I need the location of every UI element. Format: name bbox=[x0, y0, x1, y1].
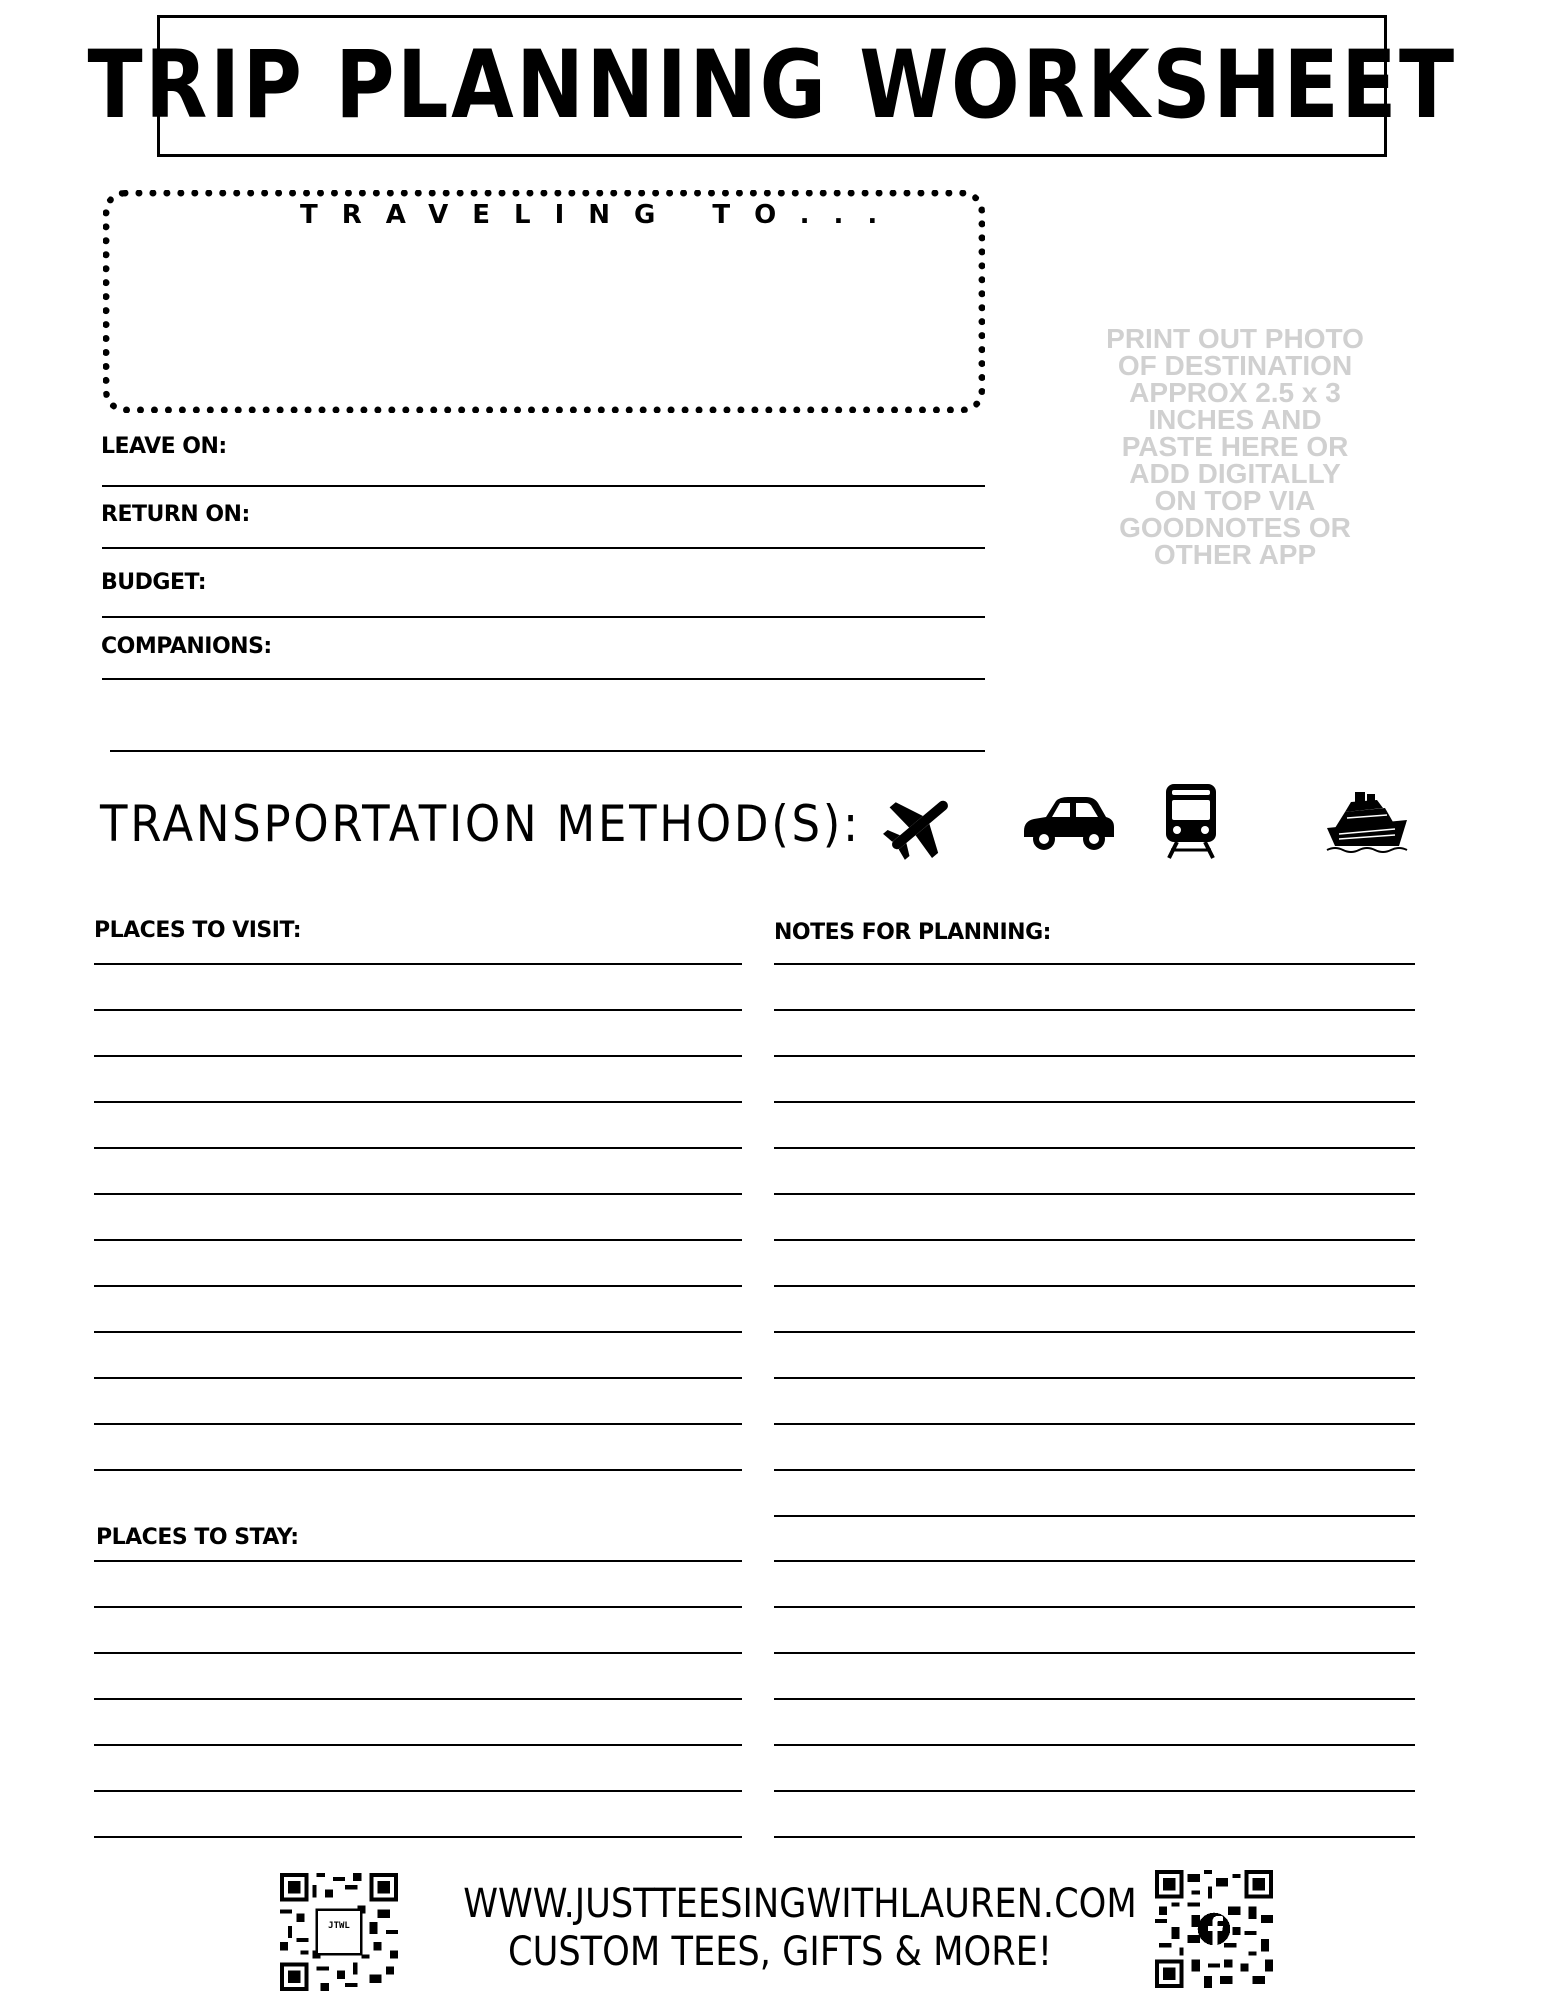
places-to-stay-line[interactable] bbox=[94, 1698, 742, 1700]
places-to-stay-line[interactable] bbox=[94, 1606, 742, 1608]
notes-line[interactable] bbox=[774, 1560, 1415, 1562]
places-to-stay-line[interactable] bbox=[94, 1560, 742, 1562]
places-to-stay-label: PLACES TO STAY: bbox=[96, 1525, 299, 1550]
notes-line[interactable] bbox=[774, 1790, 1415, 1792]
places-to-visit-line[interactable] bbox=[94, 1423, 742, 1425]
notes-line[interactable] bbox=[774, 1744, 1415, 1746]
photo-placeholder-note: PRINT OUT PHOTO OF DESTINATION APPROX 2.5 x 3 INCHES AND PASTE HERE OR ADD DIGITALLY ON TOP VIA GOODNOTES OR OTHER APP bbox=[1106, 323, 1364, 570]
places-to-stay-line[interactable] bbox=[94, 1652, 742, 1654]
notes-for-planning-label: NOTES FOR PLANNING: bbox=[774, 920, 1051, 945]
notes-line[interactable] bbox=[774, 1652, 1415, 1654]
places-to-stay-line[interactable] bbox=[94, 1790, 742, 1792]
car-icon[interactable] bbox=[1020, 795, 1118, 853]
destination-label: TRAVELING TO... bbox=[300, 200, 902, 230]
title-box bbox=[87, 15, 1457, 157]
places-to-visit-line[interactable] bbox=[94, 1285, 742, 1287]
notes-line[interactable] bbox=[774, 1377, 1415, 1379]
places-to-visit-line[interactable] bbox=[94, 963, 742, 965]
companions-line-extra[interactable] bbox=[110, 750, 985, 752]
places-to-visit-line[interactable] bbox=[94, 1331, 742, 1333]
notes-line[interactable] bbox=[774, 1147, 1415, 1149]
places-to-visit-line[interactable] bbox=[94, 1469, 742, 1471]
notes-line[interactable] bbox=[774, 1285, 1415, 1287]
notes-line[interactable] bbox=[774, 1331, 1415, 1333]
places-to-visit-line[interactable] bbox=[94, 1147, 742, 1149]
transportation-label: TRANSPORTATION METHOD(S): bbox=[100, 795, 861, 853]
companions-label: COMPANIONS: bbox=[101, 634, 272, 659]
notes-line[interactable] bbox=[774, 1836, 1415, 1838]
places-to-visit-line[interactable] bbox=[94, 1009, 742, 1011]
places-to-visit-line[interactable] bbox=[94, 1193, 742, 1195]
notes-line[interactable] bbox=[774, 1193, 1415, 1195]
places-to-visit-line[interactable] bbox=[94, 1055, 742, 1057]
qr-code-website[interactable] bbox=[280, 1873, 398, 1991]
tagline: CUSTOM TEES, GIFTS & MORE! bbox=[507, 1929, 1053, 1975]
notes-line[interactable] bbox=[774, 1009, 1415, 1011]
notes-line[interactable] bbox=[774, 1239, 1415, 1241]
budget-line[interactable] bbox=[102, 616, 985, 618]
notes-line[interactable] bbox=[774, 963, 1415, 965]
cruise-ship-icon[interactable] bbox=[1325, 790, 1409, 854]
places-to-stay-line[interactable] bbox=[94, 1836, 742, 1838]
companions-line[interactable] bbox=[102, 678, 985, 680]
places-to-stay-line[interactable] bbox=[94, 1744, 742, 1746]
airplane-icon[interactable] bbox=[880, 790, 960, 860]
notes-line[interactable] bbox=[774, 1606, 1415, 1608]
notes-line[interactable] bbox=[774, 1055, 1415, 1057]
train-icon[interactable] bbox=[1163, 782, 1219, 860]
website-link[interactable]: WWW.JUSTTEESINGWITHLAUREN.COM bbox=[463, 1881, 1137, 1927]
footer-text bbox=[463, 1880, 1137, 1976]
budget-label: BUDGET: bbox=[101, 570, 207, 595]
page-title: TRIP PLANNING WORKSHEET bbox=[87, 31, 1457, 140]
places-to-visit-line[interactable] bbox=[94, 1239, 742, 1241]
leave-on-line[interactable] bbox=[102, 485, 985, 487]
jtwl-logo: JTWL bbox=[328, 1921, 350, 1931]
notes-line[interactable] bbox=[774, 1515, 1415, 1517]
places-to-visit-line[interactable] bbox=[94, 1101, 742, 1103]
places-to-visit-label: PLACES TO VISIT: bbox=[94, 918, 302, 943]
return-on-label: RETURN ON: bbox=[101, 502, 250, 527]
notes-line[interactable] bbox=[774, 1423, 1415, 1425]
leave-on-label: LEAVE ON: bbox=[101, 434, 227, 459]
notes-line[interactable] bbox=[774, 1698, 1415, 1700]
qr-code-facebook[interactable] bbox=[1155, 1870, 1273, 1988]
notes-line[interactable] bbox=[774, 1469, 1415, 1471]
notes-line[interactable] bbox=[774, 1101, 1415, 1103]
places-to-visit-line[interactable] bbox=[94, 1377, 742, 1379]
return-on-line[interactable] bbox=[102, 547, 985, 549]
